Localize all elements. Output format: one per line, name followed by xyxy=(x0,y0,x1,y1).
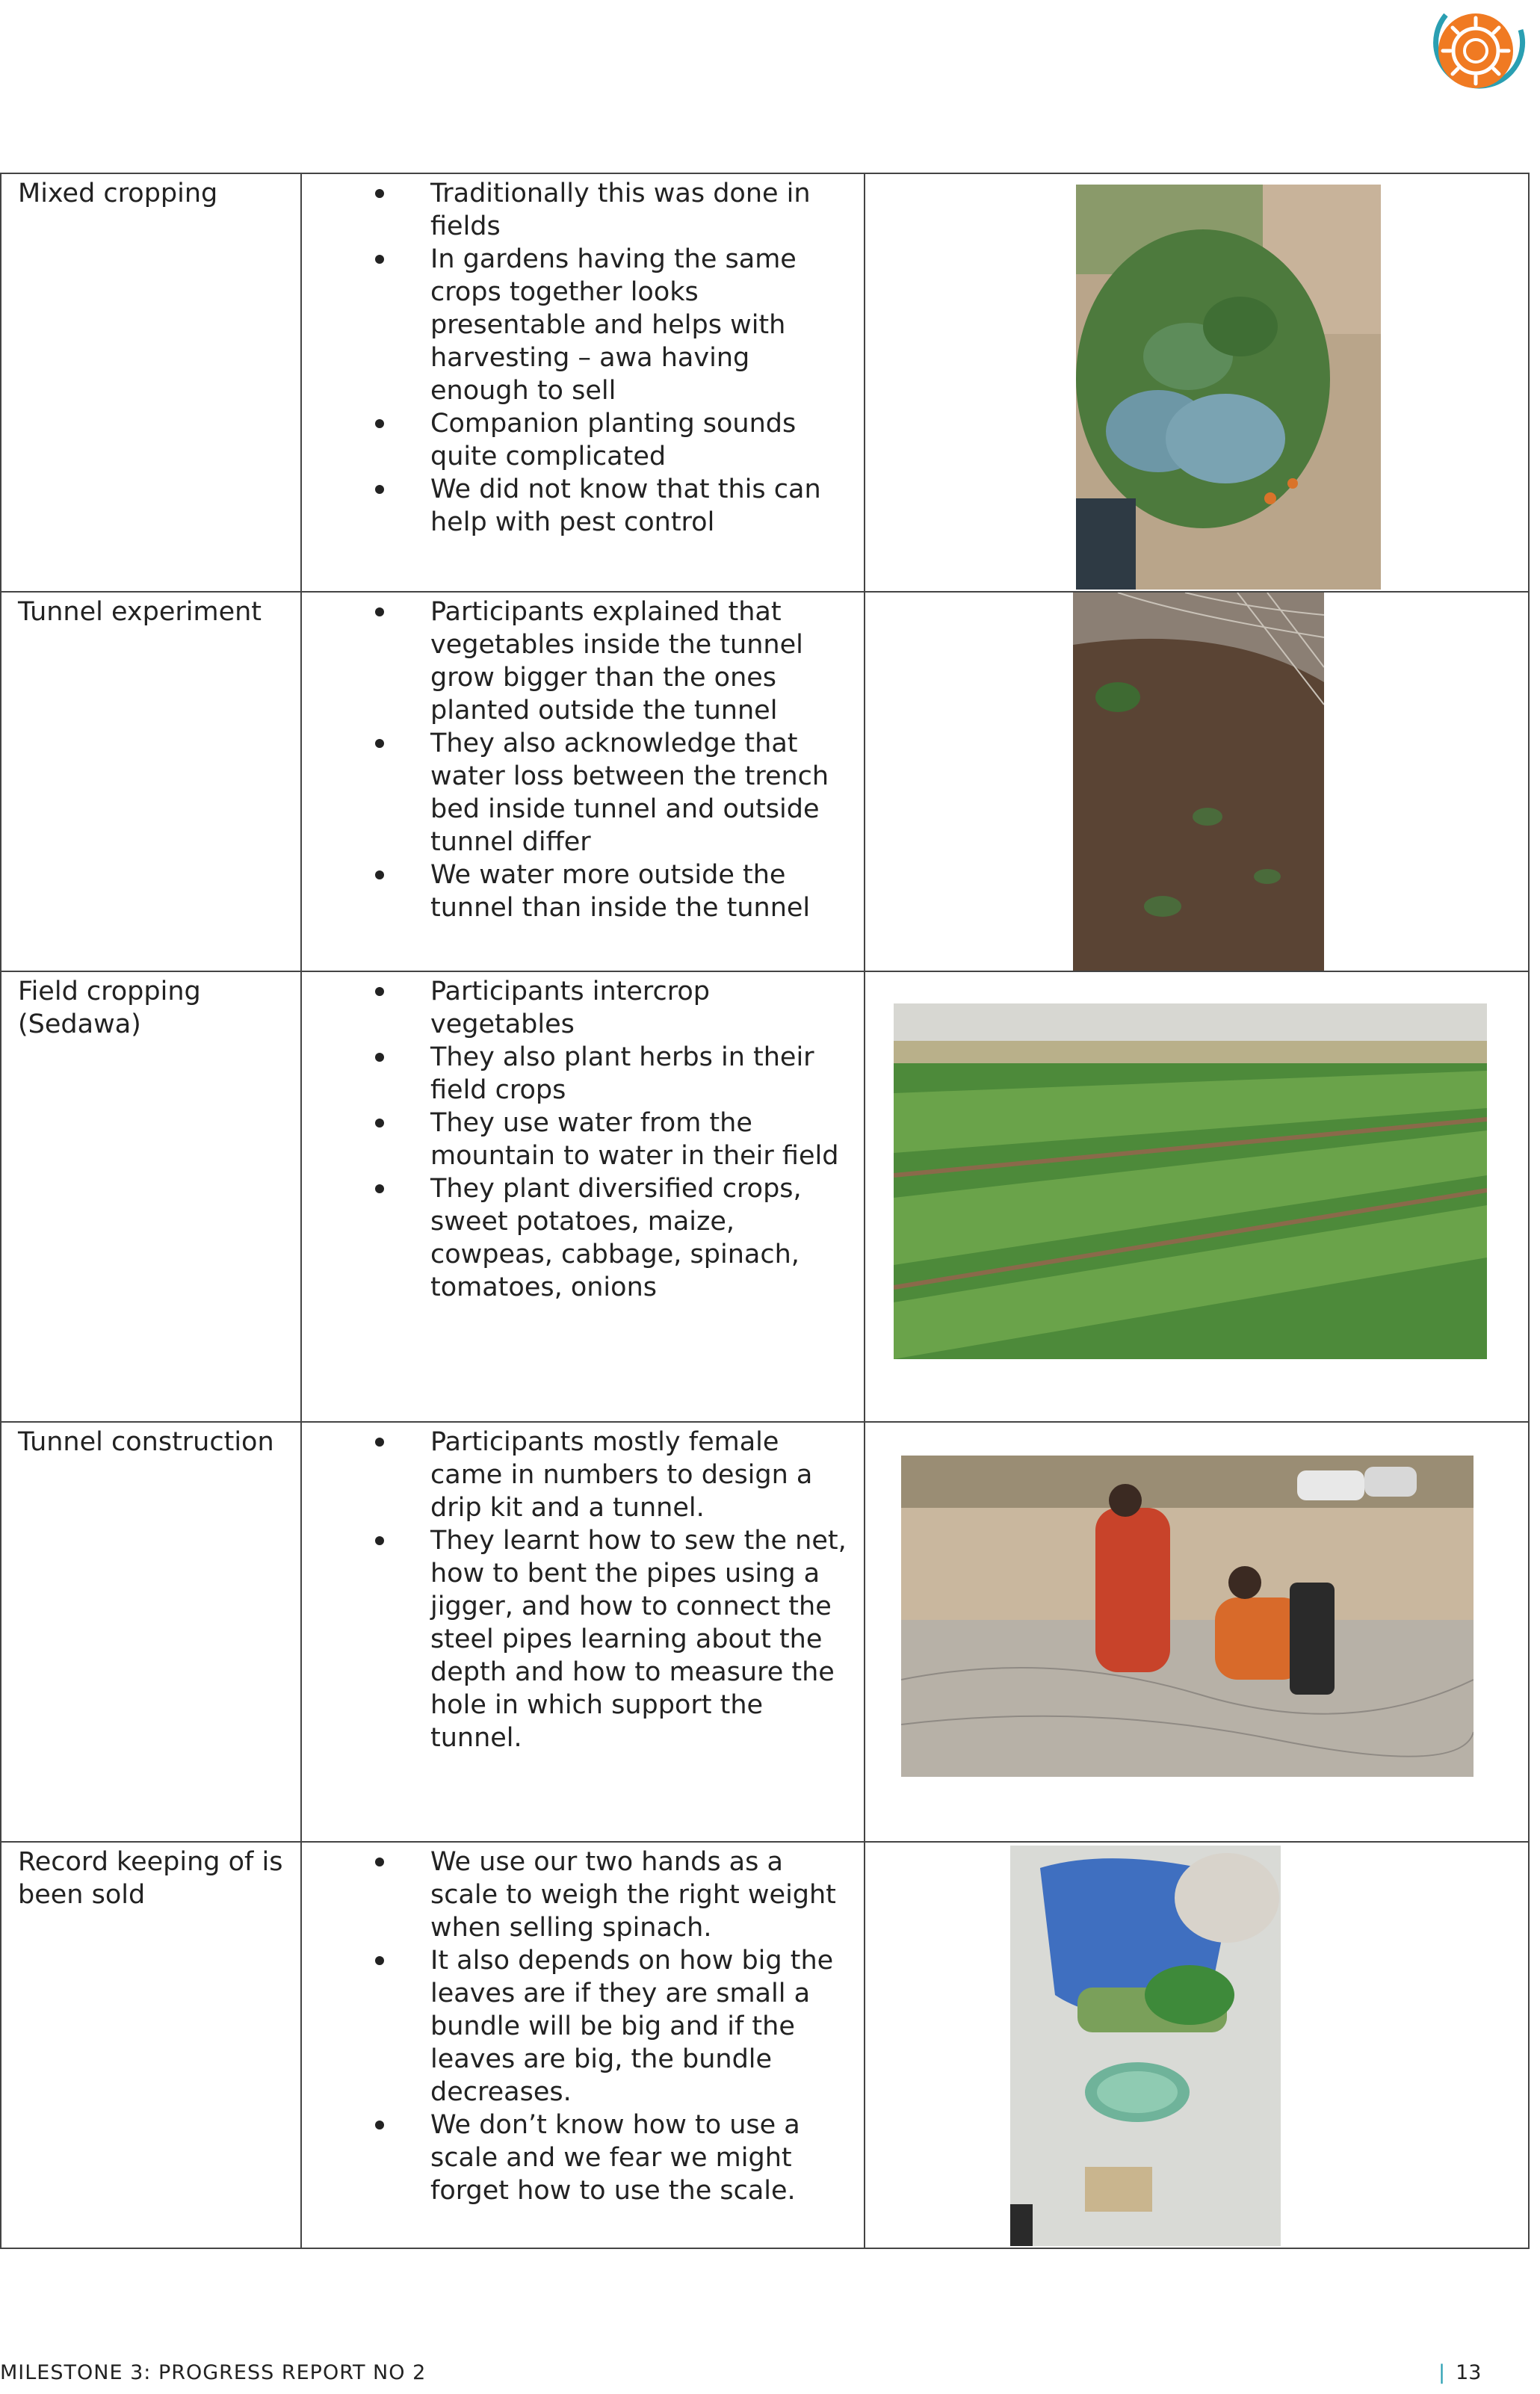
page-number-value: 13 xyxy=(1456,2361,1482,2384)
table-row xyxy=(1,1842,1529,2248)
row-photo-cell xyxy=(865,1422,1529,1842)
bullet-item: Participants intercrop vegetables xyxy=(302,975,849,1041)
row-points xyxy=(301,1842,865,2248)
row-points xyxy=(301,971,865,1422)
field-crops-photo xyxy=(894,1003,1487,1359)
bullet-item: Participants explained that vegetables inside the tunnel grow bigger than the ones planted outside the tunnel xyxy=(302,596,849,727)
tunnel-bed-photo xyxy=(1073,593,1324,971)
footer-separator: | xyxy=(1438,2361,1446,2384)
bullet-item: They plant diversified crops, sweet potatoes, maize, cowpeas, cabbage, spinach, tomatoes, onions xyxy=(302,1172,849,1304)
bullet-item: It also depends on how big the leaves are if they are small a bundle will be big and if the leaves are big, the bundle decreases. xyxy=(302,1944,849,2109)
row-photo-cell xyxy=(865,592,1529,971)
row-topic: Tunnel construction xyxy=(1,1422,301,1842)
row-topic: Field cropping (Sedawa) xyxy=(1,971,301,1422)
tunnel-construction-photo xyxy=(901,1456,1473,1777)
sun-logo-icon xyxy=(1416,0,1528,105)
page-number xyxy=(1438,2361,1481,2384)
row-points xyxy=(301,1422,865,1842)
table-row xyxy=(1,1422,1529,1842)
bullet-item: They use water from the mountain to water in their field xyxy=(302,1107,849,1172)
bullet-item: In gardens having the same crops together looks presentable and helps with harvesting – awa having enough to sell xyxy=(302,243,849,407)
row-photo-cell xyxy=(865,173,1529,592)
bullet-item: We use our two hands as a scale to weigh the right weight when selling spinach. xyxy=(302,1846,849,1944)
bullet-item: They also plant herbs in their field crops xyxy=(302,1041,849,1107)
bullet-item: We don’t know how to use a scale and we fear we might forget how to use the scale. xyxy=(302,2109,849,2207)
row-photo-cell xyxy=(865,971,1529,1422)
spinach-selling-photo xyxy=(1010,1846,1281,2246)
bullet-item: They learnt how to sew the net, how to bent the pipes using a jigger, and how to connect the steel pipes learning about the depth and how to measure the hole in which support the tunnel. xyxy=(302,1524,849,1754)
row-points xyxy=(301,592,865,971)
bullet-item: They also acknowledge that water loss between the trench bed inside tunnel and outside tunnel differ xyxy=(302,727,849,859)
row-points xyxy=(301,173,865,592)
bullet-item: Participants mostly female came in numbers to design a drip kit and a tunnel. xyxy=(302,1426,849,1524)
row-topic: Mixed cropping xyxy=(1,173,301,592)
findings-table xyxy=(0,173,1530,2249)
row-photo-cell xyxy=(865,1842,1529,2248)
bullet-item: Companion planting sounds quite complicated xyxy=(302,407,849,473)
bullet-item: We water more outside the tunnel than inside the tunnel xyxy=(302,859,849,924)
cabbage-garden-photo xyxy=(1076,185,1381,590)
row-topic: Tunnel experiment xyxy=(1,592,301,971)
table-row xyxy=(1,971,1529,1422)
bullet-item: We did not know that this can help with pest control xyxy=(302,473,849,539)
row-topic: Record keeping of is been sold xyxy=(1,1842,301,2248)
footer-title: MILESTONE 3: PROGRESS REPORT NO 2 xyxy=(0,2361,427,2384)
table-row xyxy=(1,173,1529,592)
table-row xyxy=(1,592,1529,971)
bullet-item: Traditionally this was done in fields xyxy=(302,177,849,243)
